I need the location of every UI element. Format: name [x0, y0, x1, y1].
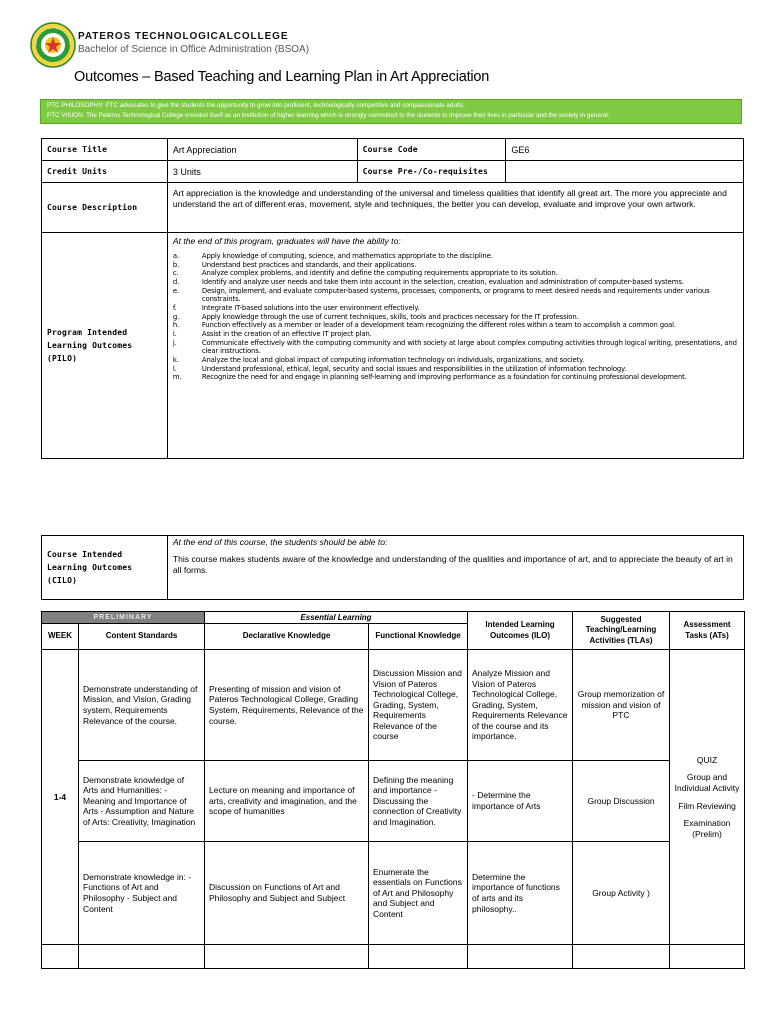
pilo-item: d. Identify and analyze user needs and take them into account in the selection, creation, evaluation and administration of computer-based systems.	[172, 277, 684, 286]
preliminary-header: PRELIMINARY	[42, 612, 205, 624]
prerequisites-label-text: Course Pre-/Co-requisites	[362, 167, 489, 176]
assessment-examination: Examination (Prelim)	[683, 818, 731, 839]
pilo-item: f. Integrate IT-based solutions into the user environment effectively.	[172, 303, 420, 312]
content-standards-header: Content Standards	[79, 624, 205, 650]
pilo-item: k. Analyze the local and global impact of computing information technology on individuals, organizations, and society.	[172, 355, 585, 364]
pilo-label: Program Intended Learning Outcomes (PILO)	[42, 233, 168, 459]
pilo-item: g. Apply knowledge through the use of current techniques, skills, tools and practices necessary for the IT profession.	[172, 312, 579, 321]
week-header: WEEK	[42, 624, 79, 650]
table-row-content: Demonstrate understanding of Mission, and Vision, Grading system, Requirements Relevance of the course.	[79, 650, 205, 761]
table-row-tla: Group Discussion	[573, 761, 670, 842]
pilo-item: m. Recognize the need for and engage in planning self-learning and improving performance as a foundation for continuing professional development.	[172, 373, 687, 382]
ptc-philosophy: PTC PHILOSOPHY: PTC advocates to give the students the opportunity to grow into proficient, technologically competitive and compassionate adults.	[47, 102, 465, 109]
college-seal-icon	[30, 22, 76, 68]
course-code-label: Course Code	[357, 139, 506, 161]
assessment-tasks-cell	[670, 650, 745, 945]
credit-units-value: 3 Units	[167, 161, 357, 183]
document-header	[30, 22, 750, 72]
course-description-label: Course Description	[42, 183, 168, 233]
table-row-ilo: Analyze Mission and Vision of Pateros Technological College, Grading, System, Requirements Relevance of the course and its importance.	[468, 650, 573, 761]
table-row-ilo: Determine the importance of functions of arts and its philosophy..	[468, 842, 573, 945]
empty-cell	[670, 945, 745, 969]
table-row-tla: Group Activity )	[573, 842, 670, 945]
cilo-content	[167, 536, 743, 600]
empty-cell	[79, 945, 205, 969]
pilo-item: a. Apply knowledge of computing, science, and mathematics appropriate to the discipline.	[172, 252, 493, 260]
assessment-film-reviewing: Film Reviewing	[678, 800, 736, 811]
table-row-functional: Discussion Mission and Vision of Pateros Technological College, Grading, System, Requirements Relevance of the course	[369, 650, 468, 761]
empty-cell	[369, 945, 468, 969]
document-title: Outcomes – Based Teaching and Learning Plan in Art Appreciation	[74, 69, 490, 85]
cilo-text: This course makes students aware of the knowledge and understanding of the qualities and importance of art, and to appreciate the beauty of art in all forms.	[172, 554, 733, 575]
table-row-declarative: Lecture on meaning and importance of arts, creativity and imagination, and the scope of humanities	[205, 761, 369, 842]
course-info-table	[41, 138, 744, 459]
course-code-value: GE6	[506, 139, 744, 161]
table-row-content: Demonstrate knowledge of Arts and Humanities: - Meaning and Importance of Arts - Assumption and Nature of Arts: Creativity, Imagination	[79, 761, 205, 842]
tla-header: Suggested Teaching/Learning Activities (TLAs)	[573, 612, 670, 650]
pilo-content	[167, 233, 743, 459]
pilo-item: b. Understand best practices and standards, and their applications.	[172, 260, 417, 269]
table-row-declarative: Discussion on Functions of Art and Philosophy and Subject and Subject	[205, 842, 369, 945]
empty-cell	[205, 945, 369, 969]
philosophy-vision-banner	[40, 99, 742, 124]
course-title-label: Course Title	[42, 139, 168, 161]
credit-units-label: Credit Units	[42, 161, 168, 183]
table-row-declarative: Presenting of mission and vision of Pateros Technological College, Grading System, Requirements, Relevance of the course.	[205, 650, 369, 761]
functional-header: Functional Knowledge	[369, 624, 468, 650]
week-cell: 1-4	[42, 650, 79, 945]
table-row-functional: Defining the meaning and importance - Discussing the connection of Creativity and Imagination.	[369, 761, 468, 842]
cilo-label: Course Intended Learning Outcomes (CILO)	[42, 536, 168, 600]
empty-cell	[468, 945, 573, 969]
table-row-tla: Group memorization of mission and vision of PTC	[573, 650, 670, 761]
program-name: Bachelor of Science in Office Administration (BSOA)	[78, 44, 310, 55]
essential-learning-header: Essential Learning	[205, 612, 468, 624]
prerequisites-label	[357, 161, 506, 183]
pilo-item: c. Analyze complex problems, and identify and define the computing requirements appropriate to its solution.	[172, 269, 558, 278]
assessment-group-activity: Group and Individual Activity	[674, 772, 740, 793]
empty-cell	[573, 945, 670, 969]
table-row-content: Demonstrate knowledge in: - Functions of Art and Philosophy - Subject and Content	[79, 842, 205, 945]
pilo-list	[173, 252, 738, 382]
college-name: PATEROS TECHNOLOGICALCOLLEGE	[78, 31, 289, 42]
course-title-value: Art Appreciation	[167, 139, 357, 161]
table-row-functional: Enumerate the essentials on Functions of Art and Philosophy and Subject and Content	[369, 842, 468, 945]
course-description-value: Art appreciation is the knowledge and understanding of the universal and timeless qualities that identify all great art. The more you appreciate and understand the art of different eras, movement, style and techniques, the better you can develop, evaluate and improve your own artwork.	[167, 183, 743, 233]
pilo-intro: At the end of this program, graduates will have the ability to:	[172, 236, 401, 246]
prerequisites-value	[506, 161, 744, 183]
assessment-quiz: QUIZ	[696, 754, 718, 765]
ilo-header: Intended Learning Outcomes (ILO)	[468, 612, 573, 650]
pilo-item: i. Assist in the creation of an effective IT project plan.	[172, 329, 372, 338]
at-header: Assessment Tasks (ATs)	[670, 612, 745, 650]
pilo-item: j. Communicate effectively with the computing community and with society at large about complex computing activities through logical writing, presentations, and clear instructions.	[172, 338, 737, 356]
declarative-header: Declarative Knowledge	[205, 624, 369, 650]
table-row-ilo: - Determine the importance of Arts	[468, 761, 573, 842]
teaching-plan-table	[41, 611, 745, 969]
pilo-item: h. Function effectively as a member or leader of a development team recognizing the different roles within a team to accomplish a common goal.	[172, 321, 676, 330]
cilo-intro: At the end of this course, the students should be able to:	[172, 537, 388, 547]
pilo-item: l. Understand professional, ethical, legal, security and social issues and responsibilities in the utilization of information technology.	[172, 364, 627, 373]
ptc-vision: PTC VISION: The Pateros Technological College envision itself as an institution of higher learning which is strongly committed to the students to improve their lives in particular and the society in general.	[47, 112, 610, 119]
pilo-item: e. Design, implement, and evaluate computer-based systems, processes, components, or programs to meet desired needs and requirements under various constraints.	[172, 286, 710, 304]
cilo-table	[41, 535, 744, 600]
empty-cell	[42, 945, 79, 969]
